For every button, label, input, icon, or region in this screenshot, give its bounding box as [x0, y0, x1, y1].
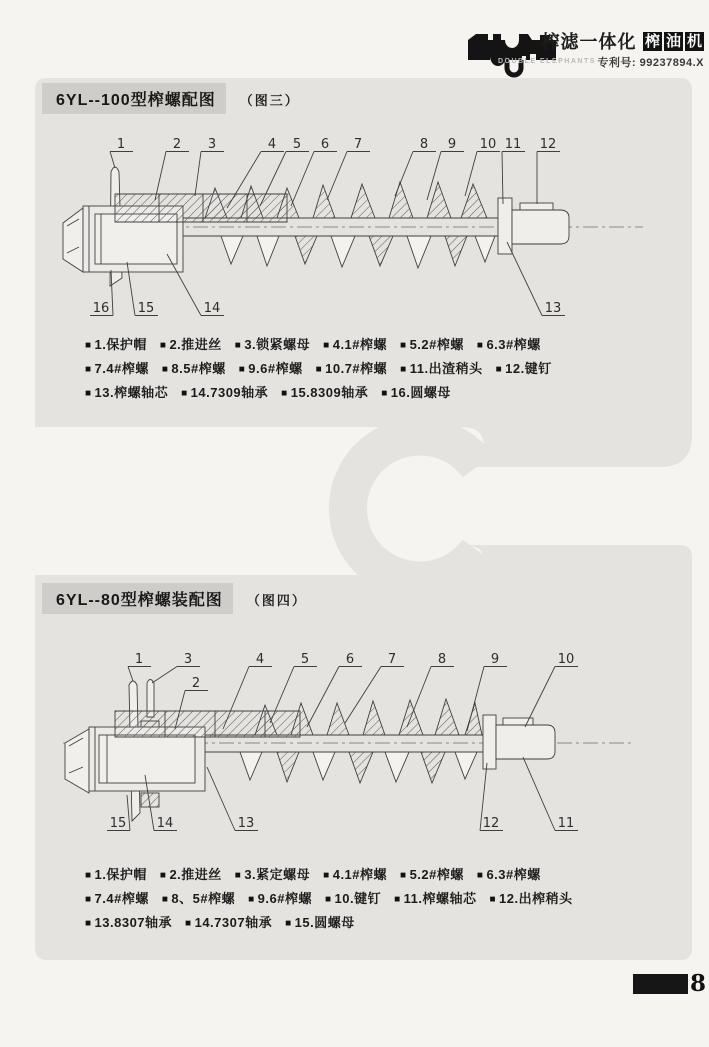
- callout-number: 10: [557, 652, 575, 667]
- callout-leader-line: [407, 667, 431, 728]
- legend-bullet-icon: ■: [323, 870, 330, 881]
- legend-bullet-icon: ■: [85, 364, 92, 375]
- legend-bullet-icon: ■: [394, 894, 401, 905]
- legend-bullet-icon: ■: [85, 918, 92, 929]
- brand-english-text: DOUBLE ELEPHANTS: [498, 58, 596, 65]
- callout-number: 12: [539, 137, 557, 152]
- legend-item: ■ 12.出榨稍头: [489, 891, 573, 906]
- callout-number: 14: [203, 301, 221, 316]
- patent-number: 专利号: 99237894.X: [597, 57, 704, 69]
- callout-number: 1: [134, 652, 144, 667]
- legend-item: ■ 11.榨螺轴芯: [394, 891, 477, 906]
- legend-bullet-icon: ■: [400, 340, 407, 351]
- callout-number: 11: [557, 816, 575, 831]
- legend-item: ■ 3.锁紧螺母: [234, 337, 311, 352]
- callout-number: 1: [116, 137, 126, 152]
- legend-bullet-icon: ■: [495, 364, 503, 375]
- legend-bullet-icon: ■: [185, 918, 192, 929]
- press-screw-assembly-diagram-80: [55, 645, 655, 845]
- callout-leader-line: [502, 152, 503, 205]
- legend-bullet-icon: ■: [234, 870, 242, 881]
- legend-item: ■ 9.6#榨螺: [248, 891, 312, 906]
- legend-bullet-icon: ■: [85, 894, 92, 905]
- legend-item: ■ 6.3#榨螺: [476, 867, 541, 882]
- legend-item: ■ 8、5#榨螺: [161, 891, 236, 906]
- legend-item: ■ 1.保护帽: [85, 337, 147, 352]
- legend-item: ■ 8.5#榨螺: [161, 361, 226, 376]
- callout-number: 3: [183, 652, 193, 667]
- footer: [0, 970, 709, 1000]
- callout-leader-line: [207, 767, 235, 831]
- callout-number: 15: [137, 301, 155, 316]
- figure3-title: [42, 83, 300, 114]
- callout-leader-line: [127, 795, 130, 831]
- legend-bullet-icon: ■: [248, 894, 255, 905]
- page-number: 8: [690, 970, 707, 997]
- legend-row: [85, 864, 645, 883]
- brand-boxed-char: 油: [665, 33, 681, 50]
- legend-item: ■ 12.键钉: [495, 361, 552, 376]
- legend-item: ■ 10.键钉: [324, 891, 382, 906]
- header: [440, 20, 706, 78]
- legend-bullet-icon: ■: [159, 870, 167, 881]
- legend-bullet-icon: ■: [381, 388, 388, 399]
- callout-leader-line: [291, 152, 314, 207]
- callout-leader-line: [395, 152, 413, 197]
- legend-item: ■ 2.推进丝: [159, 337, 222, 352]
- legend-item: ■ 6.3#榨螺: [476, 337, 541, 352]
- callout-number: 16: [92, 301, 110, 316]
- callout-number: 4: [255, 652, 265, 667]
- press-screw-assembly-diagram-100: [55, 130, 655, 330]
- figure3-label: （图三）: [239, 93, 300, 108]
- callout-number: 7: [353, 137, 363, 152]
- assembly-drawing: [63, 167, 643, 286]
- legend-row: [85, 334, 645, 353]
- legend-item: ■ 14.7307轴承: [185, 915, 273, 930]
- brand-boxed-char: 机: [686, 33, 702, 50]
- legend-bullet-icon: ■: [85, 388, 92, 399]
- callout-number: 14: [156, 816, 174, 831]
- legend-bullet-icon: ■: [489, 894, 497, 905]
- legend-item: ■ 15.圆螺母: [285, 915, 355, 930]
- callout-leader-line: [167, 254, 201, 316]
- legend-bullet-icon: ■: [476, 340, 484, 351]
- callout-leader-line: [523, 757, 555, 831]
- legend-item: ■ 5.2#榨螺: [400, 867, 464, 882]
- callout-number: 3: [207, 137, 217, 152]
- callout-leader-line: [507, 242, 542, 316]
- legend-bullet-icon: ■: [161, 364, 169, 375]
- legend-item: ■ 3.紧定螺母: [234, 867, 311, 882]
- callout-leader-line: [155, 152, 166, 201]
- brand-title-outline: 榨滤一体化: [541, 32, 637, 52]
- legend-bullet-icon: ■: [181, 388, 188, 399]
- callout-number: 6: [345, 652, 355, 667]
- legend-item: ■ 11.出渣稍头: [400, 361, 483, 376]
- callout-number: 5: [300, 652, 310, 667]
- brand-title: [542, 28, 705, 54]
- legend-row: [85, 382, 645, 401]
- legend-bullet-icon: ■: [400, 870, 407, 881]
- figure3-parts-legend: [85, 334, 645, 406]
- callout-leader-line: [152, 667, 177, 684]
- legend-row: [85, 912, 645, 931]
- legend-bullet-icon: ■: [234, 340, 242, 351]
- callout-number: 5: [292, 137, 302, 152]
- callout-number: 2: [172, 137, 182, 152]
- legend-item: ■ 16.圆螺母: [381, 385, 451, 400]
- callout-leader-line: [110, 152, 115, 169]
- assembly-drawing: [63, 680, 633, 822]
- legend-item: ■ 4.1#榨螺: [323, 867, 388, 882]
- callout-number: 8: [419, 137, 429, 152]
- legend-item: ■ 10.7#榨螺: [315, 361, 388, 376]
- legend-bullet-icon: ■: [85, 340, 92, 351]
- callout-number: 11: [504, 137, 522, 152]
- callout-number: 12: [482, 816, 500, 831]
- legend-item: ■ 15.8309轴承: [281, 385, 369, 400]
- legend-bullet-icon: ■: [161, 894, 169, 905]
- legend-item: ■ 14.7309轴承: [181, 385, 269, 400]
- figure4-title-band: 6YL--80型榨螺装配图: [42, 583, 233, 614]
- legend-bullet-icon: ■: [476, 870, 484, 881]
- legend-item: ■ 4.1#榨螺: [323, 337, 388, 352]
- legend-item: ■ 9.6#榨螺: [238, 361, 303, 376]
- callout-number: 8: [437, 652, 447, 667]
- legend-bullet-icon: ■: [281, 388, 288, 399]
- callout-number: 7: [387, 652, 397, 667]
- figure4-title: [42, 583, 307, 614]
- legend-bullet-icon: ■: [324, 894, 332, 905]
- callout-number: 13: [544, 301, 562, 316]
- legend-bullet-icon: ■: [238, 364, 246, 375]
- legend-bullet-icon: ■: [400, 364, 407, 375]
- callout-leader-line: [128, 667, 133, 682]
- callout-number: 6: [320, 137, 330, 152]
- legend-bullet-icon: ■: [85, 870, 92, 881]
- legend-row: [85, 358, 645, 377]
- legend-bullet-icon: ■: [315, 364, 323, 375]
- figure3-title-band: 6YL--100型榨螺配图: [42, 83, 226, 114]
- legend-bullet-icon: ■: [159, 340, 167, 351]
- footer-black-bar: [633, 974, 688, 994]
- callout-number: 13: [237, 816, 255, 831]
- legend-bullet-icon: ■: [285, 918, 292, 929]
- legend-item: ■ 5.2#榨螺: [400, 337, 464, 352]
- brand-title-boxed: [641, 35, 704, 52]
- legend-item: ■ 1.保护帽: [85, 867, 147, 882]
- callout-leader-line: [327, 152, 347, 201]
- legend-item: ■ 13.8307轴承: [85, 915, 173, 930]
- callout-leader-line: [195, 152, 201, 197]
- legend-item: ■ 7.4#榨螺: [85, 891, 149, 906]
- legend-item: ■ 13.榨螺轴芯: [85, 385, 169, 400]
- callout-number: 9: [447, 137, 457, 152]
- figure4-label: （图四）: [246, 593, 307, 608]
- callout-number: 10: [479, 137, 497, 152]
- legend-bullet-icon: ■: [323, 340, 330, 351]
- legend-item: ■ 7.4#榨螺: [85, 361, 149, 376]
- callout-leader-line: [525, 667, 555, 728]
- brand-boxed-char: 榨: [644, 33, 660, 50]
- callout-number: 4: [267, 137, 277, 152]
- figure4-parts-legend: [85, 864, 645, 936]
- callout-number: 2: [191, 676, 201, 691]
- callout-number: 9: [490, 652, 500, 667]
- legend-row: [85, 888, 645, 907]
- callout-number: 15: [109, 816, 127, 831]
- legend-item: ■ 2.推进丝: [159, 867, 222, 882]
